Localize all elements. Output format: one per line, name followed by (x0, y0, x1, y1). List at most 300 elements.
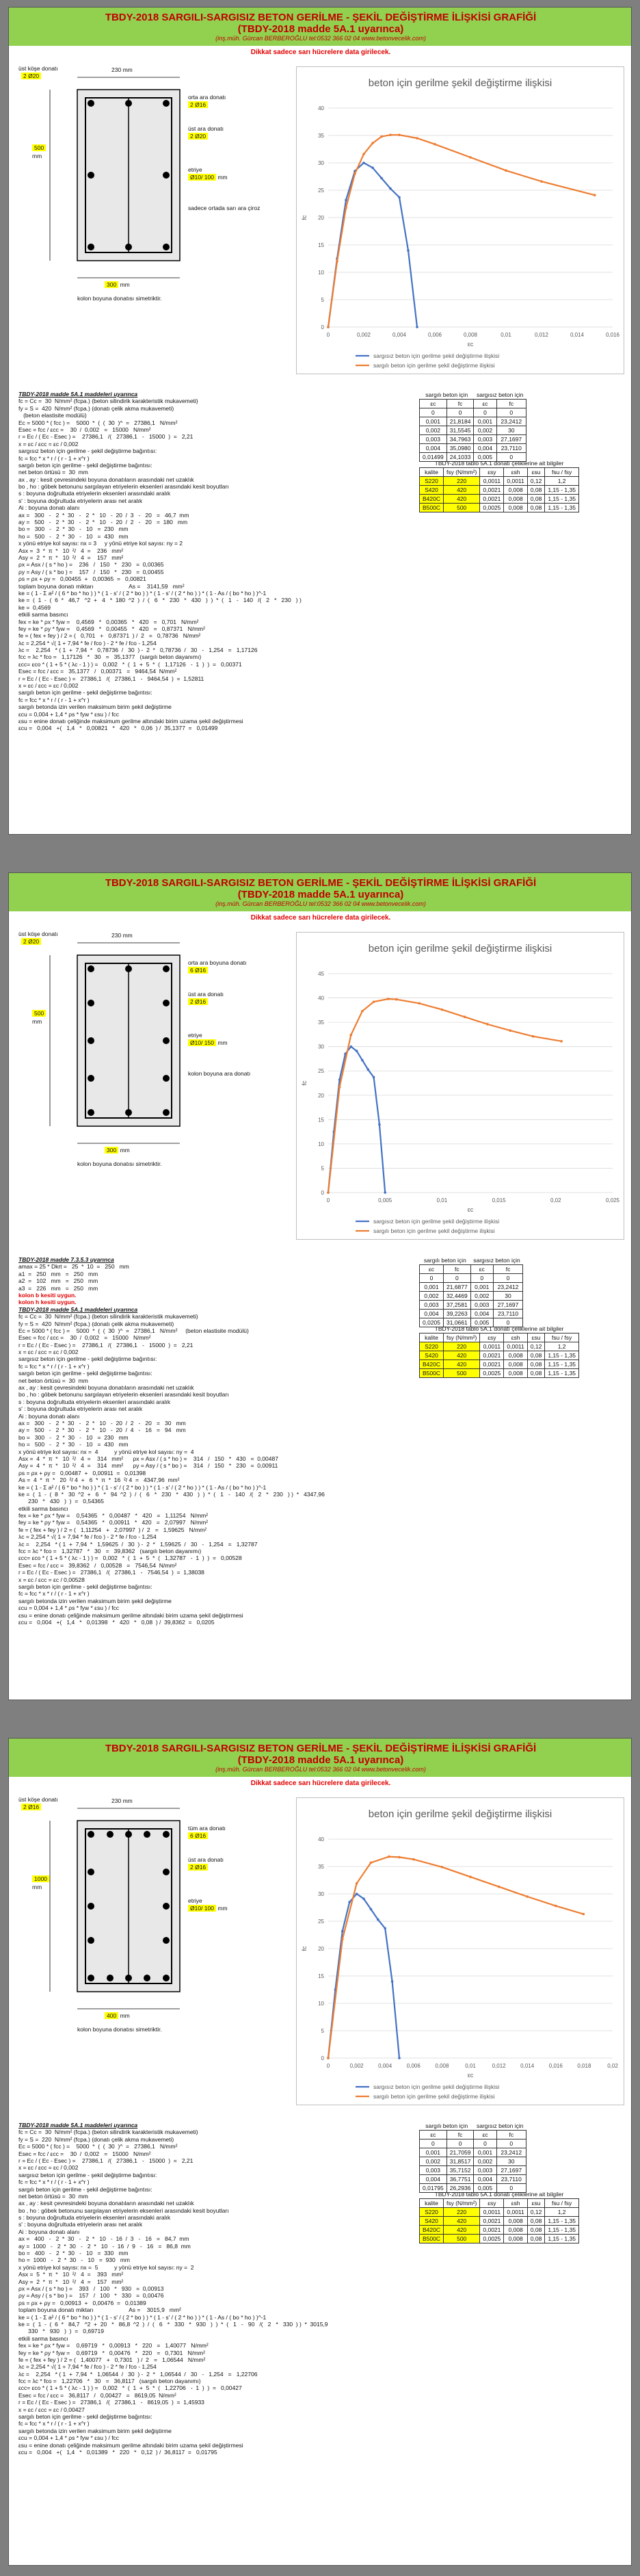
calc-line: Ai : boyuna donatı alanı (18, 504, 80, 512)
y-tick-label: 35 (318, 1019, 324, 1026)
table-cell: 23,2412 (493, 1283, 522, 1292)
table-cell: 0,004 (474, 2175, 496, 2184)
table-row (420, 2157, 526, 2166)
table-cell: 0,004 (474, 444, 496, 453)
height-value[interactable]: 500 (32, 144, 46, 151)
steel-header: kalite (420, 468, 444, 477)
strain-header: fc (446, 2131, 474, 2139)
data-point (407, 249, 410, 252)
steel-header: εsu (527, 2199, 545, 2208)
calc-line: fcc = λc * fco = 1,32787 * 30 = 39,8362 (sargılı beton dayanımı) (18, 1548, 202, 1555)
data-point (361, 1010, 364, 1013)
table-row (420, 2235, 579, 2243)
calc-line: x = εc / εcc = εc / 0,00427 (18, 2406, 85, 2413)
chart-svg (297, 933, 624, 1239)
table-cell: 1,15 - 1,35 (545, 495, 579, 504)
rebar-dot (163, 244, 170, 250)
rebar-dot (163, 1869, 170, 1875)
rebar-dot (163, 172, 170, 179)
table-row (420, 1310, 523, 1318)
table-cell: 0,0021 (480, 495, 504, 504)
data-point (327, 326, 330, 328)
steel-header: εsy (480, 468, 504, 477)
data-point (362, 1897, 365, 1900)
calc-line: Esec = fcc / εcc = 39,8362 / 0,00528 = 7546,54 N/mm² (18, 1561, 177, 1569)
strain-header: fc (446, 400, 474, 408)
data-point (349, 1034, 352, 1037)
x-tick-label: 0,014 (570, 332, 585, 338)
table-cell: 37,2581 (444, 1301, 471, 1310)
calc-line: toplam boyuna donatı miktarı As = 3015,9 mm² (18, 2306, 181, 2314)
strain-header: fc (496, 2131, 526, 2139)
calc-line: net beton örtüsü = 30 mm (18, 1377, 88, 1384)
calc-line: εcc= εco * ( 1 + 5 * ( λc - 1 ) ) = 0,002 * ( 1 + 5 * ( 1,32787 - 1 ) ) = 0,00528 (18, 1554, 242, 1562)
table-cell: 1,2 (545, 2208, 579, 2217)
confined-caption: sargısız beton için (476, 2122, 524, 2129)
x-tick-label: 0,018 (577, 2063, 591, 2069)
steel-header: fsy (N/mm²) (444, 468, 480, 477)
table-cell: 0,0021 (480, 2226, 504, 2235)
table-cell: 1,2 (545, 477, 579, 486)
table-cell[interactable]: 420 (444, 2217, 480, 2226)
table-cell[interactable]: 500 (444, 504, 480, 512)
table-cell[interactable]: 500 (444, 2235, 480, 2243)
calc-line: toplam boyuna donatı miktarı As = 3141,59 mm² (18, 582, 185, 590)
table-cell: 0,12 (527, 477, 545, 486)
bottom-dim-value[interactable]: 300 mm (105, 281, 130, 288)
data-point (416, 137, 418, 140)
x-tick-label: 0 (326, 1197, 330, 1204)
calc-line: fey = ke * ρy * fyw = 0,54365 * 0,00911 * 420 = 2,07997 N/mm² (18, 1519, 209, 1526)
data-point (380, 135, 383, 138)
steel-header: εsh (504, 1333, 527, 1342)
calc-line: Ec = 5000 * ( fcc ) = 5000 * ( ( 30 )^ = 27386,1 N/mm² (18, 419, 178, 426)
steel-header: εsh (504, 468, 527, 477)
table-cell: 35,0980 (446, 444, 474, 453)
steel-header: fsu / fsy (545, 2199, 579, 2208)
table-cell[interactable]: S220 (420, 1342, 444, 1351)
data-point (464, 1015, 466, 1018)
table-cell: 0,0021 (480, 486, 504, 495)
data-point (371, 142, 374, 144)
calc-line: x = εc / εcc = εc / 0,002 (18, 682, 79, 690)
table-row (420, 2148, 526, 2157)
mid-bar-label: orta ara boyuna donatı (188, 959, 247, 966)
table-cell: 0 (496, 453, 526, 462)
table-cell: 27,1697 (493, 1301, 522, 1310)
calc-line: bo , ho : göbek betonunu sargılayan etriyelerin eksenleri arasındaki kesit boyutları (18, 2207, 229, 2214)
calc-line: x = εc / εcc = εc / 0,002 (18, 440, 79, 447)
table-cell[interactable]: 220 (444, 1342, 480, 1351)
table-cell: 0,002 (420, 2157, 447, 2166)
unconfined-caption: sargılı beton için (425, 391, 468, 398)
x-tick-label: 0,012 (534, 332, 549, 338)
mid-bar-value[interactable]: 2 Ø16 (188, 101, 208, 108)
y-tick-label: 10 (318, 1141, 324, 1147)
steel-header: kalite (420, 2199, 444, 2208)
data-point (384, 1191, 386, 1194)
table-cell[interactable]: B500C (420, 2235, 444, 2243)
legend-label: sargılı beton için gerilme şekil değiştirme ilişkisi (373, 362, 495, 369)
y-tick-label: 25 (318, 1918, 324, 1925)
table-cell[interactable]: B420C (420, 495, 444, 504)
corner-bar-value[interactable]: 2 Ø16 (21, 1804, 41, 1810)
rebar-dot (163, 1037, 170, 1044)
table-row (420, 2208, 579, 2217)
table-cell: 0,008 (504, 2217, 527, 2226)
table-cell[interactable]: S420 (420, 486, 444, 495)
calc-line: fc = Cc = 30 N/mm² (fcpa.) (beton silindirik karakteristik mukavemeti) (18, 398, 198, 405)
table-cell[interactable]: S220 (420, 2208, 444, 2217)
yellow-cell-notice: Dikkat sadece sarı hücrelere data girilecek. (250, 1780, 391, 1787)
corner-bar-value[interactable]: 2 Ø20 (21, 73, 41, 79)
data-point (418, 1002, 421, 1005)
stirrup-value[interactable]: Ø10/ 150 mm (188, 1039, 228, 1046)
table-cell: 31,0661 (444, 1318, 471, 1327)
calc-line: ke = 0,4569 (18, 603, 51, 611)
calc-line: Esec = fcc / εcc = 35,1377 / 0,00371 = 9464,54 N/mm² (18, 668, 177, 675)
x-tick-label: 0,014 (520, 2063, 535, 2069)
top-mid-bar-value[interactable]: 2 Ø16 (188, 998, 208, 1005)
calc-line: TBDY-2018 madde 5A.1 maddeleri uyarınca (18, 2122, 138, 2129)
data-point (356, 1050, 358, 1052)
calc-line: fcc = λc * fco = 1,22706 * 30 = 36,8117 (sargılı beton dayanımı) (18, 2378, 201, 2385)
table-cell[interactable]: B500C (420, 1369, 444, 1378)
table-cell: 1,15 - 1,35 (545, 1360, 579, 1369)
table-cell[interactable]: 500 (444, 1369, 480, 1378)
yellow-cell-notice: Dikkat sadece sarı hücrelere data girilecek. (250, 49, 391, 56)
data-point (361, 1059, 364, 1062)
corner-bar-value[interactable]: 2 Ø20 (21, 938, 41, 945)
table-cell: 0,0025 (480, 1369, 504, 1378)
steel-property-table (419, 2190, 579, 2243)
y-tick-label: 35 (318, 133, 324, 139)
page-title: TBDY-2018 SARGILI-SARGISIZ BETON GERİLME - ŞEKİL DEĞİŞTİRME İLİŞKİSİ GRAFİĞİ (105, 1743, 537, 1754)
calc-line: r = Ec / ( Ec - Esec ) = 27386,1 /( 27386,1 - 15000 ) = 2,21 (18, 1341, 194, 1349)
strain-header: fc (444, 1265, 471, 1274)
table-cell[interactable]: B420C (420, 1360, 444, 1369)
page-subtitle: (TBDY-2018 madde 5A.1 uyarınca) (237, 1754, 404, 1766)
table-cell[interactable]: S420 (420, 1351, 444, 1360)
legend-label: sargısız beton için gerilme şekil değiştirme ilişkisi (373, 352, 500, 359)
calc-line: s' : boyuna doğrultuda etriyelerin arası net aralık (18, 497, 143, 504)
calc-line: Asy = 2 * π * 10 ²/ 4 = 157 mm² (18, 554, 124, 561)
calc-line: sargılı beton için gerilme - şekil değiştirme bağıntısı: (18, 1370, 152, 1377)
stirrup-label: etriye (188, 166, 202, 173)
x-tick-label: 0,002 (349, 2063, 364, 2069)
calc-line: εsu = enine donatı çeliğinde maksimum gerilme altındaki birim uzama şekil değiştirmesi (18, 717, 243, 725)
mid-bar-value[interactable]: 6 Ø16 (188, 967, 208, 974)
author-credit: (inş.müh. Gürcan BERBEROĞLU tel:0532 366 02 04 www.betonvecelik.com) (215, 35, 426, 42)
table-cell[interactable]: 420 (444, 1360, 480, 1369)
data-point (373, 1076, 375, 1079)
table-cell: 0,003 (420, 435, 447, 444)
data-point (388, 1856, 390, 1858)
calc-line: Ec = 5000 * ( fcc ) = 5000 * ( ( 30 )^ = 27386,1 N/mm² (beton elastisite modülü) (18, 1327, 249, 1334)
steel-header: kalite (420, 1333, 444, 1342)
bottom-dim-value[interactable]: 400 mm (105, 2012, 130, 2019)
calc-line: λc = 2,254 * ( 1 + 7,94 * 1,06544 / 30 ) - 2 * 1,06544 / 30 - 1,254 = 1,22706 (18, 2370, 258, 2378)
y-tick-label: 10 (318, 2001, 324, 2007)
confined-caption: sargısız beton için (476, 391, 524, 398)
calc-line: (beton elastisite modülü) (18, 412, 87, 419)
calc-line: λc = 2,254 * √( 1 + 7,94 * fe / fco ) - 2 * fe / fco - 1,254 (18, 1533, 157, 1541)
rebar-dot (163, 1000, 170, 1006)
calc-line: fc = fcc * x * r / ( r - 1 + x^r ) (18, 1362, 90, 1370)
calc-line: ax , ay : kesit çevresindeki boyuna donatıların arasındaki net uzaklık (18, 2200, 194, 2207)
calc-line: s : boyuna doğrultuda etriyelerin eksenleri arasındaki aralık (18, 1398, 171, 1405)
rebar-dot (144, 1975, 150, 1981)
table-cell[interactable]: 220 (444, 2208, 480, 2217)
steel-table-title: TBDY-2018 tablo 5A.1 donatı çeliklerine ait bilgiler (434, 2191, 564, 2198)
calc-line: 330 * 930 ) ) = 0,69719 (18, 2328, 104, 2335)
table-cell[interactable]: B420C (420, 2226, 444, 2235)
strain-header: fc (496, 400, 526, 408)
calc-line: ax = 400 - 2 * 30 - 2 * 10 - 16 / 3 - 16 = 84,7 mm (18, 2235, 189, 2243)
crosstie-note: sadece ortada sarı ara çiroz (188, 205, 261, 211)
x-tick-label: 0,008 (463, 332, 478, 338)
table-cell: 0,004 (470, 1310, 493, 1318)
data-point (526, 1895, 529, 1898)
height-unit: mm (32, 153, 42, 159)
strain-table (419, 391, 526, 462)
table-cell: 1,15 - 1,35 (545, 486, 579, 495)
calc-line: x = εc / εcc = εc / 0,002 (18, 1349, 79, 1356)
y-tick-label: 40 (318, 1836, 324, 1843)
calc-line: λc = 2,254 * ( 1 + 7,94 * 0,78736 / 30 ) - 2 * 0,78736 / 30 - 1,254 = 1,17126 (18, 647, 258, 654)
header-banner (9, 873, 632, 911)
data-point (505, 169, 507, 172)
table-cell: 0,002 (420, 1292, 444, 1301)
data-point (434, 143, 436, 146)
table-cell: 21,7059 (446, 2148, 474, 2157)
rebar-dot (163, 1831, 170, 1838)
table-row (420, 1274, 523, 1283)
data-point (373, 1000, 375, 1003)
data-point (441, 1009, 444, 1011)
width-label[interactable]: 230 mm (111, 66, 133, 73)
calc-line: Asx = 3 * π * 10 ²/ 4 = 236 mm² (18, 547, 124, 554)
table-cell: 0,003 (474, 435, 496, 444)
bottom-dim-value[interactable]: 300 mm (105, 1147, 130, 1154)
top-mid-bar-label: üst ara donatı (188, 1856, 224, 1863)
table-cell[interactable]: 220 (444, 477, 480, 486)
y-tick-label: 20 (318, 215, 324, 221)
table-cell: 31,5545 (446, 426, 474, 435)
crosstie-note: kolon boyuna ara donatı (188, 1070, 251, 1077)
table-cell: 0,003 (420, 1301, 444, 1310)
unconfined-caption: sargılı beton için (423, 1257, 466, 1264)
x-tick-label: 0,004 (392, 332, 407, 338)
top-mid-bar-value[interactable]: 2 Ø16 (188, 1864, 208, 1871)
calc-line: x yönü etriye kol sayısı: nx = 4 y yönü etriye kol sayısı: ny = 4 (18, 1448, 194, 1455)
rebar-dot (144, 1831, 150, 1838)
x-tick-label: 0 (326, 2063, 330, 2069)
strain-header: εc (474, 2131, 496, 2139)
calc-line: fy = S = 420 N/mm² (fcpa.) (donatı çelik akma mukavemeti) (18, 404, 174, 412)
calc-line: Esec = fcc / εcc = 30 / 0,002 = 15000 N/mm² (18, 1334, 151, 1342)
height-value[interactable]: 500 (32, 1010, 46, 1017)
calc-line: r = Ec / ( Ec - Esec ) = 27386,1 /( 27386,1 - 8619,05 ) = 1,45933 (18, 2399, 204, 2406)
table-row (420, 2166, 526, 2175)
table-cell: 0,002 (420, 426, 447, 435)
table-cell: 0,008 (504, 2235, 527, 2243)
data-point (341, 1930, 344, 1933)
author-credit: (inş.müh. Gürcan BERBEROĞLU tel:0532 366 02 04 www.betonvecelik.com) (215, 1766, 426, 1773)
x-axis-label: εc (467, 1206, 474, 1213)
rebar-dot (163, 1109, 170, 1116)
stress-strain-chart (296, 66, 624, 374)
table-cell[interactable]: S220 (420, 477, 444, 486)
top-mid-bar-label: üst ara donatı (188, 125, 224, 132)
calc-line: x yönü etriye kol sayısı: nx = 5 y yönü etriye kol sayısı: ny = 2 (18, 2263, 194, 2271)
table-cell: 0,0011 (504, 2208, 527, 2217)
data-point (441, 1866, 444, 1869)
x-tick-label: 0,01 (501, 332, 511, 338)
table-cell: 0,0011 (480, 1342, 504, 1351)
x-tick-label: 0,015 (492, 1197, 506, 1204)
calc-line: x yönü etriye kol sayısı: nx = 3 y yönü etriye kol sayısı: ny = 2 (18, 540, 183, 547)
strain-table (419, 1256, 523, 1327)
calc-line: Esec = fcc / εcc = 30 / 0,002 = 15000 N/mm² (18, 2150, 151, 2157)
calc-line: x = εc / εcc = εc / 0,002 (18, 2164, 79, 2172)
steel-header: fsy (N/mm²) (444, 2199, 480, 2208)
stirrup-value[interactable]: Ø10/ 100 mm (188, 174, 228, 181)
table-cell: 0,004 (420, 444, 447, 453)
chart-svg (297, 67, 624, 374)
calc-line: x = εc / εcc = εc / 0,00528 (18, 1576, 85, 1583)
calc-line: net beton örtüsü = 30 mm (18, 469, 88, 476)
calc-line: r = Ec / ( Ec - Esec ) = 27386,1 /( 27386,1 - 15000 ) = 2,21 (18, 433, 194, 441)
stirrup-value[interactable]: Ø10/ 100 mm (188, 1905, 228, 1912)
legend-label: sargısız beton için gerilme şekil değiştirme ilişkisi (373, 1218, 500, 1225)
width-label[interactable]: 230 mm (111, 932, 133, 939)
steel-header: fsu / fsy (545, 468, 579, 477)
table-cell[interactable]: B500C (420, 504, 444, 512)
calc-line: fc = fcc * x * r / ( r - 1 + x^r ) (18, 2420, 90, 2428)
calc-line: ho = 500 - 2 * 30 - 10 = 430 mm (18, 1441, 129, 1448)
y-tick-label: 5 (321, 297, 324, 303)
table-cell[interactable]: S420 (420, 2217, 444, 2226)
table-cell: 0,005 (474, 2184, 496, 2193)
table-cell: 0,008 (504, 1351, 527, 1360)
data-point (486, 1023, 489, 1026)
calc-line: ρs = ρx + ρy = 0,00487 + 0,00911 = 0,01398 (18, 1469, 146, 1476)
data-point (509, 1029, 511, 1032)
height-value[interactable]: 1000 (32, 1875, 49, 1882)
data-point (371, 166, 374, 169)
stress-strain-chart (296, 1797, 624, 2105)
table-cell: 0,002 (474, 426, 496, 435)
calc-line: Asy = 2 * π * 10 ²/ 4 = 157 mm² (18, 2278, 124, 2285)
calc-line: ay = 1000 - 2 * 30 - 2 * 10 - 16 / 9 - 16 = 86,8 mm (18, 2242, 191, 2250)
table-cell: 1,15 - 1,35 (545, 2217, 579, 2226)
width-label[interactable]: 230 mm (111, 1797, 133, 1804)
calc-line: εcu = 0,004 +( 1,4 * 0,00821 * 420 * 0,06 ) / 35,1377 = 0,01499 (18, 725, 218, 732)
table-cell: 0 (446, 408, 474, 417)
table-cell: 0,0021 (480, 1351, 504, 1360)
steel-header: εsy (480, 1333, 504, 1342)
strain-header: εc (420, 1265, 444, 1274)
data-point (555, 1905, 557, 1908)
y-tick-label: 15 (318, 1973, 324, 1979)
table-cell[interactable]: 420 (444, 2226, 480, 2235)
strain-header: εc (474, 400, 496, 408)
calc-line: λc = 2,254 * ( 1 + 7,94 * 1,59625 / 30 ) - 2 * 1,59625 / 30 - 1,254 = 1,32787 (18, 1540, 258, 1548)
strain-table (419, 2122, 526, 2193)
data-point (398, 1856, 401, 1859)
table-cell: 0,01499 (420, 453, 447, 462)
rebar-dot (107, 1831, 114, 1838)
sheet-2 (8, 872, 632, 1700)
table-cell: 0,008 (504, 1360, 527, 1369)
rebar-dot (88, 1975, 94, 1981)
symmetry-note: kolon boyuna donatısı simetriktir. (77, 295, 162, 302)
chart-svg (297, 1798, 624, 2105)
strain-header: fc (493, 1265, 522, 1274)
calc-line: etkili sarma basıncı (18, 1505, 68, 1512)
sheet-3 (8, 1738, 632, 2566)
table-cell: 26,2936 (446, 2184, 474, 2193)
table-cell[interactable]: 420 (444, 1351, 480, 1360)
x-tick-label: 0 (326, 332, 330, 338)
legend-label: sargılı beton için gerilme şekil değiştirme ilişkisi (373, 2093, 495, 2100)
table-row (420, 2217, 579, 2226)
table-cell: 0,0011 (480, 2208, 504, 2217)
calc-line: fe = ( fex + fey ) / 2 = ( 1,11254 + 2,07997 ) / 2 = 1,59625 N/mm² (18, 1526, 207, 1533)
data-point (362, 153, 365, 155)
x-tick-label: 0,01 (436, 1197, 448, 1204)
table-cell: 0,001 (474, 2148, 496, 2157)
steel-property-table (419, 1325, 579, 1378)
rebar-dot (163, 100, 170, 107)
table-cell: 0 (420, 1274, 444, 1283)
mid-bar-value[interactable]: 6 Ø16 (188, 1832, 208, 1839)
table-row (420, 1342, 579, 1351)
calc-line: s : boyuna doğrultuda etriyelerin eksenleri arasındaki aralık (18, 2214, 171, 2222)
table-cell: 0,08 (527, 2226, 545, 2235)
data-point (412, 1858, 415, 1861)
calc-line: εcu = 0,004 +( 1,4 * 0,01398 * 420 * 0,08 ) / 39,8362 = 0,0205 (18, 1618, 215, 1626)
calc-line: fc = fcc * x * r / ( r - 1 + x^r ) (18, 454, 90, 462)
table-cell[interactable]: 420 (444, 495, 480, 504)
table-cell[interactable]: 420 (444, 486, 480, 495)
data-point (389, 133, 392, 136)
calculation-block (18, 1256, 401, 1626)
data-point (341, 1938, 344, 1941)
table-row (420, 2226, 579, 2235)
table-cell: 1,15 - 1,35 (545, 1369, 579, 1378)
y-tick-label: 25 (318, 187, 324, 194)
table-cell: 0,008 (504, 486, 527, 495)
table-cell: 0 (474, 408, 496, 417)
steel-header: εsy (480, 2199, 504, 2208)
top-mid-bar-value[interactable]: 2 Ø20 (188, 133, 208, 140)
series-line-confined (328, 135, 595, 327)
table-cell: 0,0025 (480, 504, 504, 512)
calc-line: sargılı beton için gerilme - şekil değiştirme bağıntısı: (18, 2185, 152, 2193)
rebar-dot (163, 965, 170, 972)
y-axis-label: fc (301, 1946, 308, 1951)
table-row (420, 2139, 526, 2148)
rebar-dot (125, 100, 132, 107)
data-point (594, 194, 596, 196)
data-point (356, 1882, 358, 1885)
calc-line: net beton örtüsü = 30 mm (18, 2192, 88, 2200)
table-cell: 0,008 (504, 504, 527, 512)
calc-line: sargısız beton için gerilme - şekil değiştirme bağıntısı: (18, 1355, 157, 1363)
calc-line: λc = 2,254 * √( 1 + 7,94 * fe / fco ) - 2 * fe / fco - 1,254 (18, 639, 157, 647)
